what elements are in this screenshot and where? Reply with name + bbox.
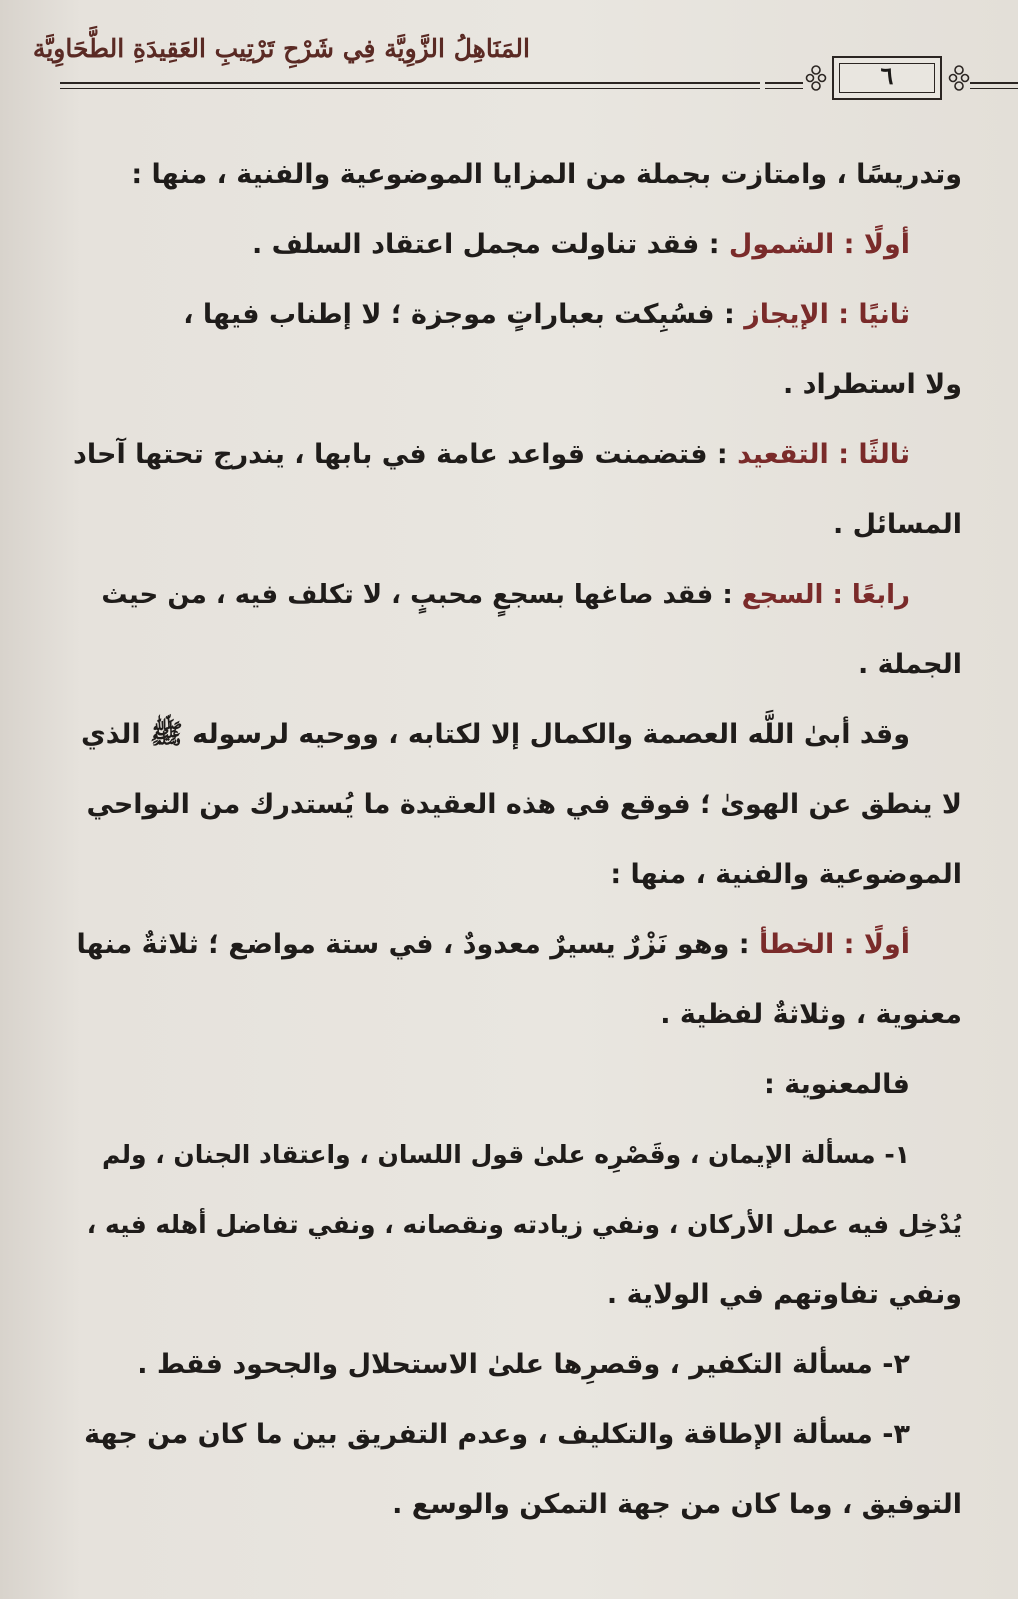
line-text: الموضوعية والفنية ، منها : bbox=[610, 859, 962, 890]
header-rule-right-thin bbox=[970, 88, 1018, 89]
text-line bbox=[72, 1190, 962, 1260]
line-text: : فتضمنت قواعد عامة في بابها ، يندرج تحتها آحاد bbox=[73, 439, 738, 470]
text-line bbox=[72, 420, 962, 490]
text-line bbox=[72, 1400, 962, 1470]
text-line bbox=[72, 490, 962, 560]
text-line bbox=[72, 560, 962, 630]
header-rule-right bbox=[970, 82, 1018, 84]
line-text: التوفيق ، وما كان من جهة التمكن والوسع . bbox=[392, 1489, 962, 1520]
text-line bbox=[72, 1050, 962, 1120]
text-line bbox=[72, 770, 962, 840]
header-rule-thin bbox=[60, 88, 760, 89]
text-line bbox=[72, 1260, 962, 1330]
header-rule-mid bbox=[765, 82, 803, 84]
line-text: فالمعنوية : bbox=[764, 1069, 910, 1100]
page-number-box bbox=[832, 56, 942, 100]
header-rule-mid-thin bbox=[765, 88, 803, 89]
line-text: لا ينطق عن الهوىٰ ؛ فوقع في هذه العقيدة ما يُستدرك من النواحي bbox=[86, 789, 962, 820]
line-text: ونفي تفاوتهم في الولاية . bbox=[606, 1279, 962, 1310]
text-line bbox=[72, 910, 962, 980]
line-text: ٣- مسألة الإطاقة والتكليف ، وعدم التفريق بين ما كان من جهة bbox=[84, 1419, 910, 1450]
text-line bbox=[72, 700, 962, 770]
heading-term: أولًا : الشمول bbox=[728, 229, 910, 260]
line-text: وتدريسًا ، وامتازت بجملة من المزايا الموضوعية والفنية ، منها : bbox=[131, 159, 962, 190]
line-text: وقد أبىٰ اللَّه العصمة والكمال إلا لكتابه ، ووحيه لرسوله ﷺ الذي bbox=[80, 719, 910, 750]
line-text: الجملة . bbox=[857, 649, 962, 680]
page-number: ٦ bbox=[880, 61, 894, 90]
text-line bbox=[72, 630, 962, 700]
text-line bbox=[72, 280, 962, 350]
line-text: المسائل . bbox=[832, 509, 962, 540]
line-text: : فقد صاغها بسجعٍ محببٍ ، لا تكلف فيه ، من حيث bbox=[101, 580, 742, 610]
page-header bbox=[32, 30, 990, 110]
ornament-icon bbox=[948, 62, 970, 94]
heading-term: ثانيًا : الإيجاز bbox=[744, 299, 910, 330]
line-text: : وهو نَزْرٌ يسيرٌ معدودٌ ، في ستة مواضع ؛ ثلاثةٌ منها bbox=[76, 929, 759, 960]
text-line bbox=[72, 980, 962, 1050]
text-line bbox=[72, 1120, 962, 1190]
line-text: ١- مسألة الإيمان ، وقَصْرِه علىٰ قول اللسان ، واعتقاد الجنان ، ولم bbox=[101, 1140, 910, 1169]
text-line bbox=[72, 140, 962, 210]
ornament-icon bbox=[805, 62, 827, 94]
line-text: ٢- مسألة التكفير ، وقصرِها علىٰ الاستحلال والجحود فقط . bbox=[137, 1349, 910, 1380]
header-rule bbox=[60, 82, 760, 84]
heading-term: ثالثًا : التقعيد bbox=[737, 439, 910, 470]
line-text: ولا استطراد . bbox=[783, 369, 962, 400]
body-text bbox=[72, 140, 962, 1540]
running-title: المَنَاهِلُ الزَّوِيَّة فِي شَرْحِ تَرْتِيبِ العَقِيدَةِ الطَّحَاوِيَّة bbox=[32, 34, 530, 63]
line-text: يُدْخِل فيه عمل الأركان ، ونفي زيادته ونقصانه ، ونفي تفاضل أهله فيه ، bbox=[86, 1210, 962, 1239]
text-line bbox=[72, 210, 962, 280]
text-line bbox=[72, 1330, 962, 1400]
heading-term: رابعًا : السجع bbox=[741, 580, 910, 610]
heading-term: أولًا : الخطأ bbox=[758, 929, 910, 960]
text-line bbox=[72, 840, 962, 910]
line-text: : فسُبِكت بعباراتٍ موجزة ؛ لا إطناب فيها ، bbox=[183, 299, 745, 330]
text-line bbox=[72, 350, 962, 420]
line-text: : فقد تناولت مجمل اعتقاد السلف . bbox=[251, 229, 729, 260]
text-line bbox=[72, 1470, 962, 1540]
line-text: معنوية ، وثلاثةٌ لفظية . bbox=[660, 999, 962, 1030]
